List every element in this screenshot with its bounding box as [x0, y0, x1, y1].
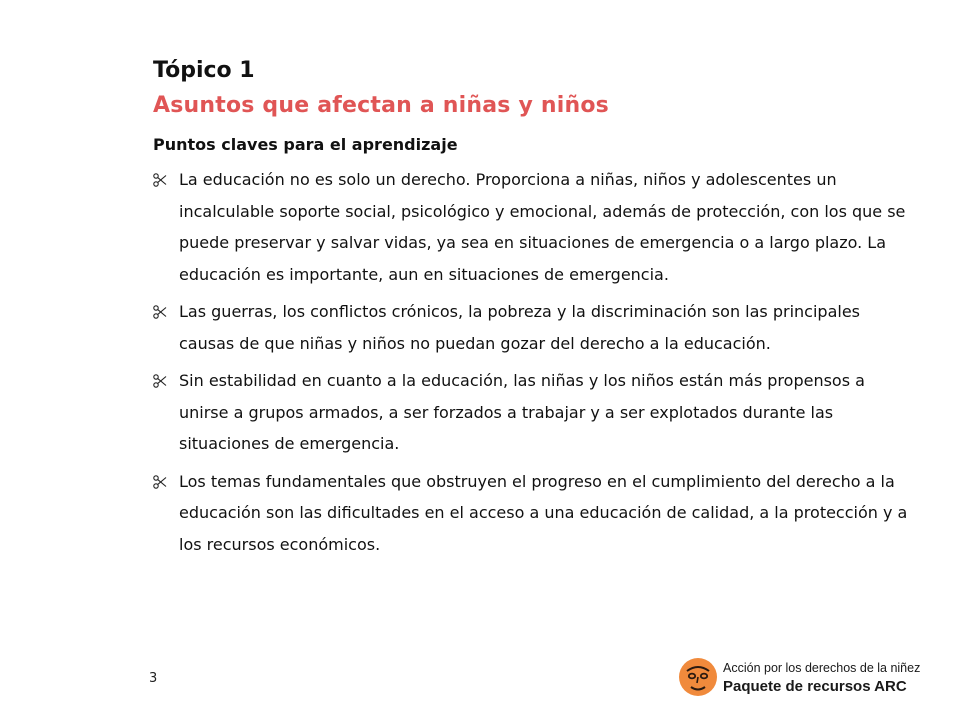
key-points-list — [153, 164, 913, 566]
key-points-heading: Puntos claves para el aprendizaje — [153, 135, 458, 154]
scissors-bullet-icon — [153, 173, 167, 187]
topic-title: Tópico 1 — [153, 58, 255, 83]
brand-name: Paquete de recursos ARC — [723, 678, 907, 695]
list-item — [153, 365, 913, 460]
brand-footer — [678, 657, 923, 699]
point-text: Sin estabilidad en cuanto a la educación, las niñas y los niños están más propensos a unirse a grupos armados, a ser forzados a trabajar y a ser explotados durante las situaciones de emergencia. — [179, 371, 865, 453]
scissors-bullet-icon — [153, 374, 167, 388]
list-item — [153, 164, 913, 290]
point-text: Las guerras, los conflictos crónicos, la pobreza y la discriminación son las principales causas de que niñas y niños no puedan gozar del derecho a la educación. — [179, 302, 860, 353]
list-item — [153, 296, 913, 359]
page-number: 3 — [149, 671, 158, 686]
point-text: La educación no es solo un derecho. Proporciona a niñas, niños y adolescentes un incalculable soporte social, psicológico y emocional, además de protección, con los que se puede preservar y salvar vidas, ya sea en situaciones de emergencia o a largo plazo. La educación es importante, aun en situaciones de emergencia. — [179, 170, 906, 284]
arc-face-logo-icon — [678, 657, 718, 697]
list-item — [153, 466, 913, 561]
scissors-bullet-icon — [153, 305, 167, 319]
brand-tagline: Acción por los derechos de la niñez — [723, 661, 921, 675]
scissors-bullet-icon — [153, 475, 167, 489]
point-text: Los temas fundamentales que obstruyen el progreso en el cumplimiento del derecho a la educación son las dificultades en el acceso a una educación de calidad, a la protección y a los recursos económicos. — [179, 471, 908, 554]
topic-subtitle: Asuntos que afectan a niñas y niños — [153, 93, 609, 118]
